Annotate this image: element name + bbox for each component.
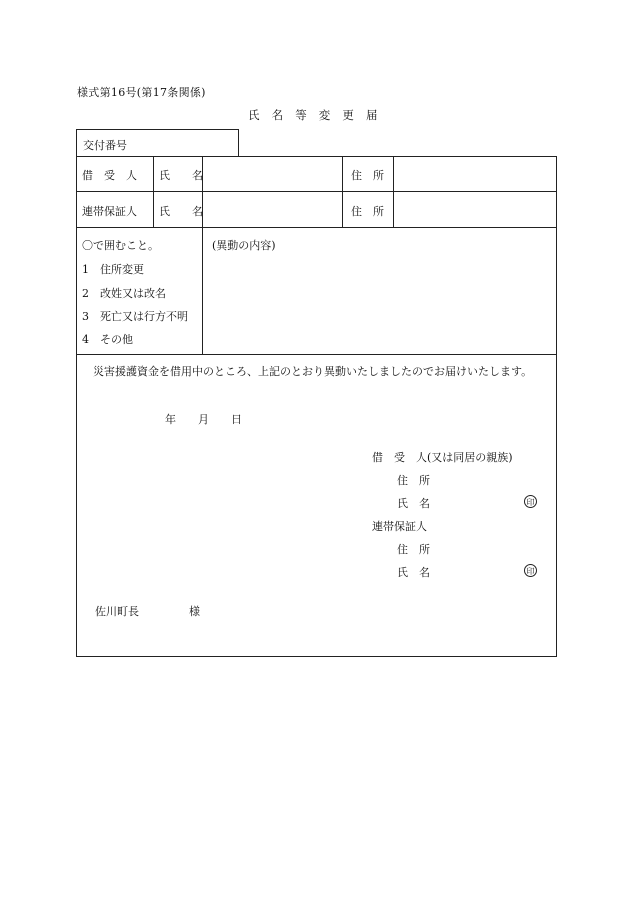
sig-borrower-name-label: 氏 名 [397,497,430,510]
option-item[interactable]: 3 死亡又は行方不明 [82,310,188,323]
page-title: 氏 名 等 変 更 届 [248,108,378,122]
row-divider [76,191,557,192]
option-item[interactable]: 4 その他 [82,333,133,346]
seal-icon: 印 [524,564,537,577]
guarantor-name-label: 氏 名 [159,205,203,218]
row-divider [76,354,557,355]
borrower-label: 借 受 人 [82,169,137,182]
issue-number-label: 交付番号 [83,139,127,152]
guarantor-address-label: 住 所 [351,205,384,218]
column-divider [342,156,343,227]
options-instruction: 〇で囲むこと。 [82,239,159,252]
borrower-name-label: 氏 名 [159,169,203,182]
row-divider [76,227,557,228]
borrower-address-label: 住 所 [351,169,384,182]
form-id: 様式第16号(第17条関係) [77,86,206,99]
sig-guarantor-label: 連帯保証人 [372,520,427,533]
column-divider [202,156,203,354]
addressee-title: 佐川町長 [95,605,139,618]
change-content-field[interactable] [210,255,550,349]
sig-borrower-address-label: 住 所 [397,474,430,487]
declaration-text: 災害援護資金を借用中のところ、上記のとおり異動いたしましたのでお届けいたします。 [93,365,533,378]
guarantor-name-field[interactable] [208,203,336,217]
change-content-label: (異動の内容) [212,239,276,252]
sig-guarantor-address-label: 住 所 [397,543,430,556]
sig-guarantor-name-label: 氏 名 [397,566,430,579]
main-form-table [76,156,557,657]
date-line: 年 月 日 [165,413,242,426]
column-divider [153,156,154,227]
addressee-honorific: 様 [189,605,200,618]
option-item[interactable]: 1 住所変更 [82,263,144,276]
borrower-name-field[interactable] [208,167,336,181]
seal-icon: 印 [524,495,537,508]
guarantor-address-field[interactable] [399,203,549,217]
option-item[interactable]: 2 改姓又は改名 [82,287,166,300]
column-divider [393,156,394,227]
borrower-address-field[interactable] [399,167,549,181]
issue-number-box [76,129,239,157]
sig-borrower-label: 借 受 人(又は同居の親族) [372,451,513,464]
guarantor-label: 連帯保証人 [82,205,137,218]
